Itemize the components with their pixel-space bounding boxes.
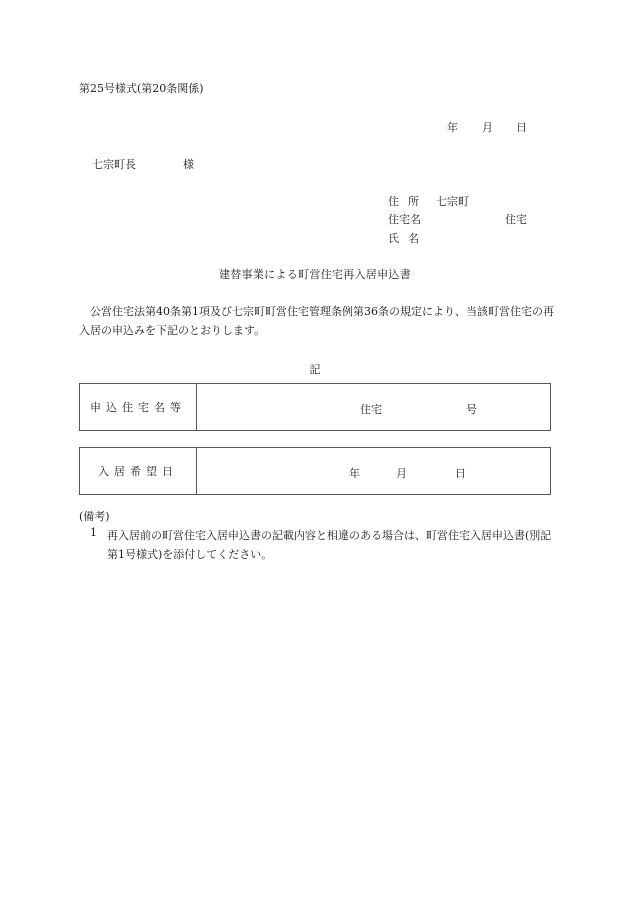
move-in-date-label: 入居希望日 [80, 448, 197, 494]
move-in-date-value [197, 448, 550, 494]
address-label-first: 住 [388, 195, 399, 208]
move-in-date-table [79, 447, 551, 495]
housing-value-jutaku: 住宅 [360, 403, 382, 416]
name-label-first: 氏 [388, 232, 399, 245]
move-in-day: 日 [455, 467, 466, 480]
document-title: 建替事業による町営住宅再入居申込書 [218, 268, 412, 281]
remark-number: 1 [90, 526, 97, 539]
date-month-label: 月 [482, 121, 493, 134]
addressee-suffix: 様 [183, 158, 194, 171]
housing-table-label: 申込住宅名等 [80, 384, 197, 430]
move-in-year: 年 [349, 467, 360, 480]
housing-table [79, 383, 551, 431]
ki-heading: 記 [309, 363, 321, 376]
move-in-month: 月 [396, 467, 407, 480]
remark-text: 再入居前の町営住宅入居申込書の記載内容と相違のある場合は、町営住宅入居申込書(別記第1号様式)を添付してください。 [107, 529, 552, 561]
housing-value-go: 号 [466, 403, 477, 416]
date-day-label: 日 [516, 121, 527, 134]
housing-name-label: 住宅名 [388, 213, 421, 226]
housing-name-suffix: 住宅 [505, 213, 527, 226]
addressee-name: 七宗町長 [92, 158, 136, 171]
body-paragraph: 公営住宅法第40条第1項及び七宗町町営住宅管理条例第36条の規定により、当該町営住宅の再入居の申込みを下記のとおりします。 [79, 305, 554, 337]
remarks-title: (備考) [79, 510, 110, 523]
address-label-second: 所 [408, 195, 419, 208]
name-label-second: 名 [408, 232, 419, 245]
date-year-label: 年 [447, 121, 458, 134]
form-number: 第25号様式(第20条関係) [79, 82, 204, 95]
address-value: 七宗町 [436, 195, 469, 208]
housing-table-value [197, 384, 550, 430]
